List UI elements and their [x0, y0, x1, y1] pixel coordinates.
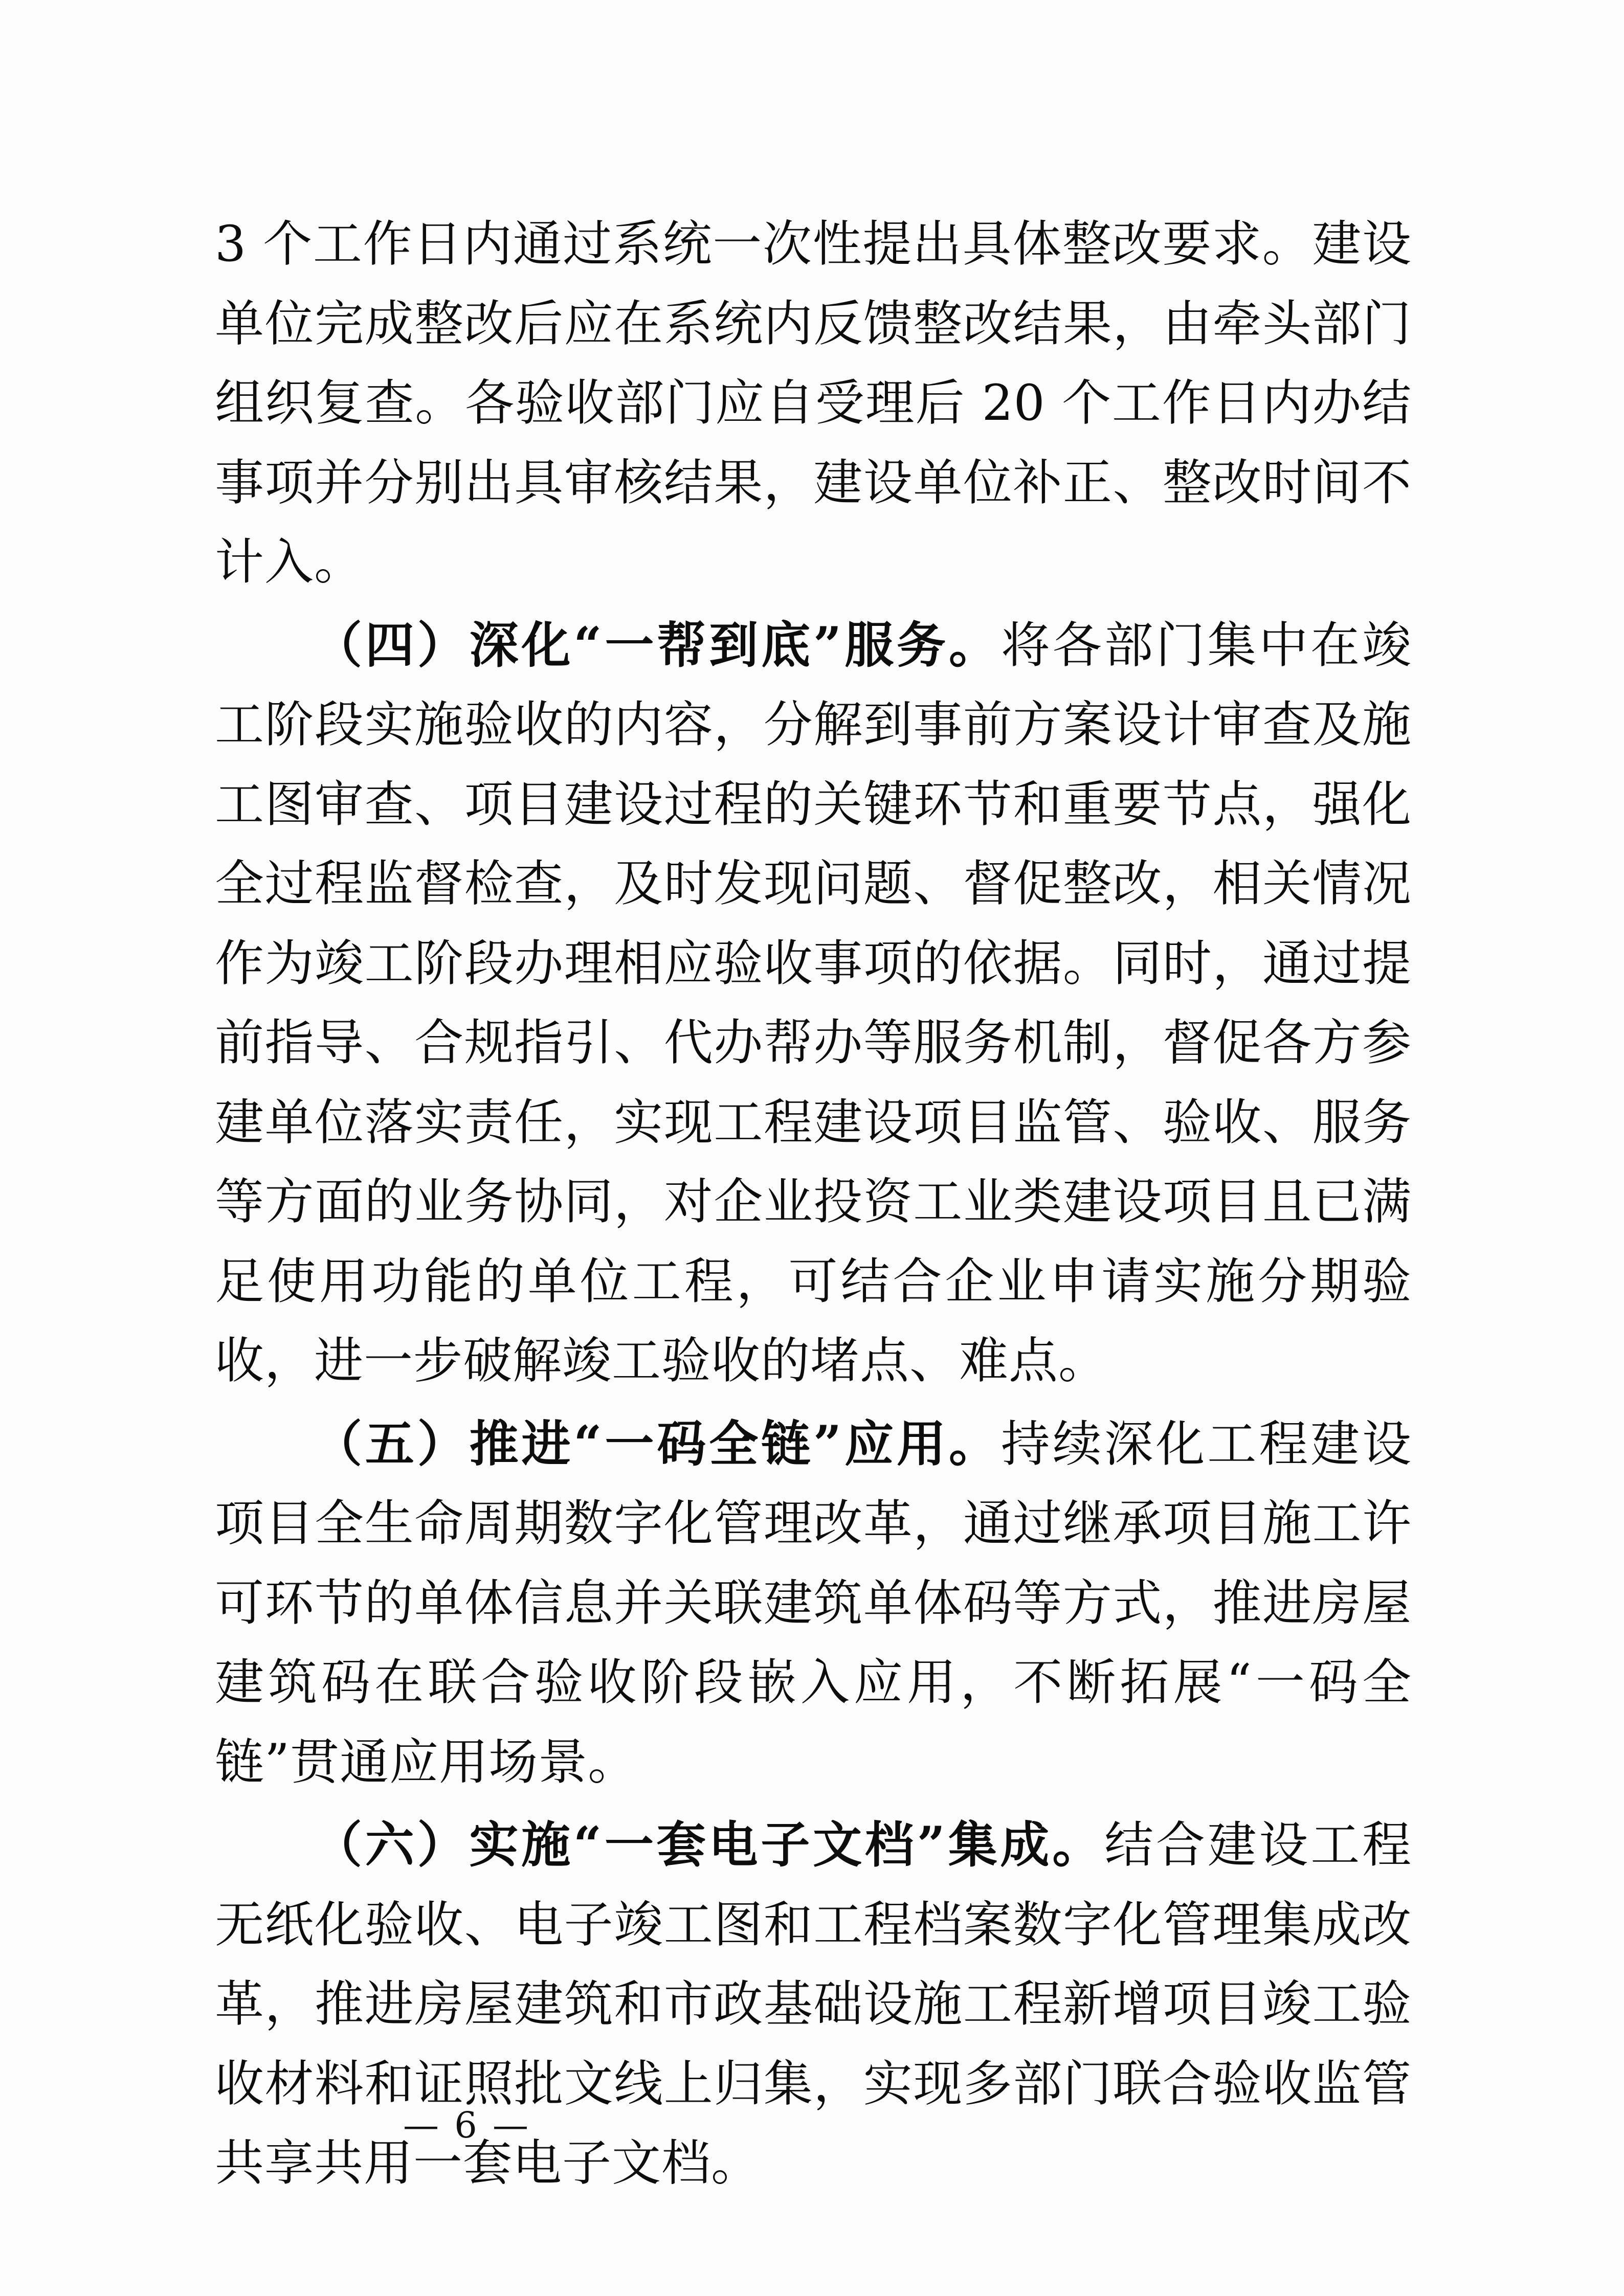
paragraph-4-text: 结合建设工程无纸化验收、电子竣工图和工程档案数字化管理集成改革，推进房屋建筑和市政基础设施工程新增项目竣工验收材料和证照批文线上归集，实现多部门联合验收监管共享共用一套电子文档。 [215, 1816, 1412, 2192]
paragraph-3-heading: （五）推进“一码全链”应用。 [313, 1414, 1001, 1473]
paragraph-1-text: 3 个工作日内通过系统一次性提出具体整改要求。建设单位完成整改后应在系统内反馈整改结果，由牵头部门组织复查。各验收部门应自受理后 20 个工作日内办结事项并分别出具审核结果，建设单位补正、整改时间不计入。 [215, 215, 1412, 591]
paragraph-3-text: 持续深化工程建设项目全生命周期数字化管理改革，通过继承项目施工许可环节的单体信息并关联建筑单体码等方式，推进房屋建筑码在联合验收阶段嵌入应用，不断拓展“一码全链”贯通应用场景。 [215, 1415, 1412, 1791]
paragraph-3 [215, 1404, 1412, 1803]
paragraph-2 [215, 605, 1412, 1401]
page-number: — 6 — [403, 2104, 531, 2146]
paragraph-2-text: 将各部门集中在竣工阶段实施验收的内容，分解到事前方案设计审查及施工图审查、项目建设过程的关键环节和重要节点，强化全过程监督检查，及时发现问题、督促整改，相关情况作为竣工阶段办理相应验收事项的依据。同时，通过提前指导、合规指引、代办帮办等服务机制，督促各方参建单位落实责任，实现工程建设项目监管、验收、服务等方面的业务协同，对企业投资工业类建设项目且已满足使用功能的单位工程，可结合企业申请实施分期验收，进一步破解竣工验收的堵点、难点。 [215, 616, 1412, 1390]
paragraph-2-heading: （四）深化“一帮到底”服务。 [313, 616, 1001, 674]
document-body [215, 205, 1412, 2207]
paragraph-4-heading: （六）实施“一套电子文档”集成。 [313, 1816, 1105, 1874]
page-footer [0, 2104, 1624, 2146]
paragraph-1 [215, 205, 1412, 602]
